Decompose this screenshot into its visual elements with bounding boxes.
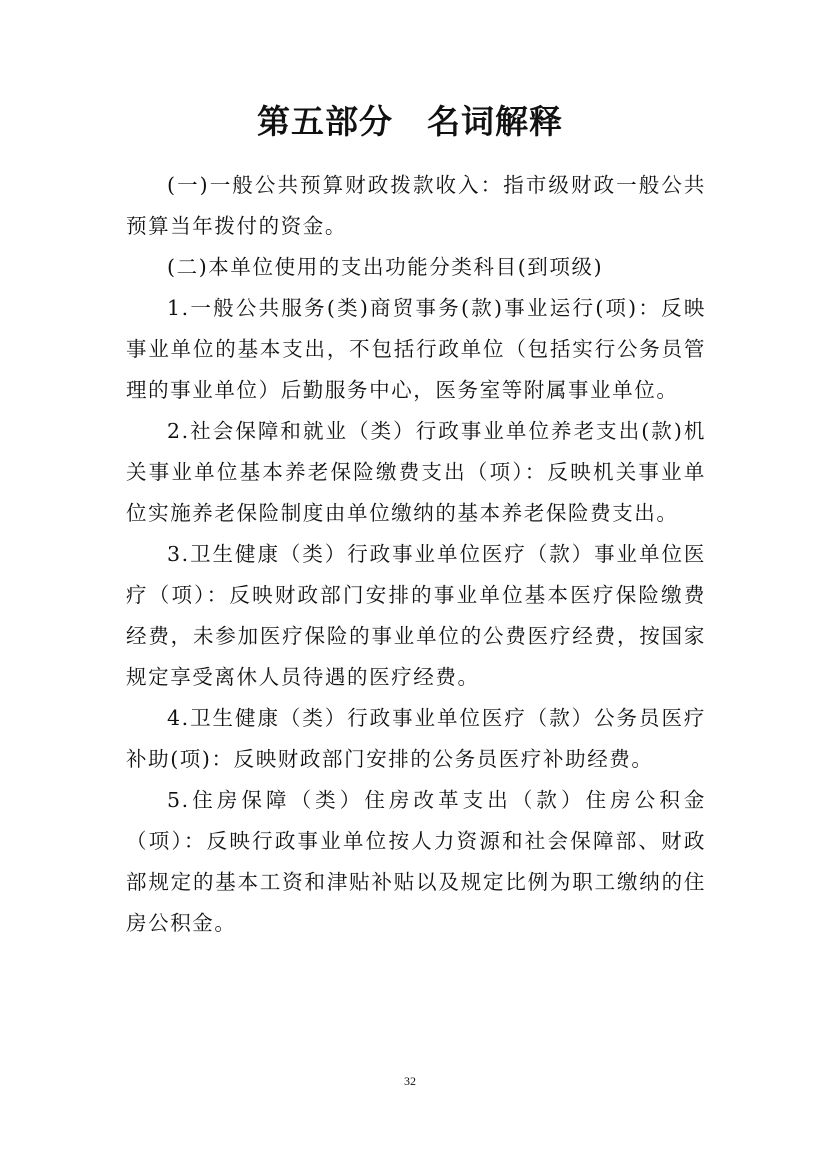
- page-title: 第五部分 名词解释: [257, 102, 563, 141]
- paragraph-item-2: 2.社会保障和就业（类）行政事业单位养老支出(款)机关事业单位基本养老保险缴费支出（项）：反映机关事业单位实施养老保险制度由单位缴纳的基本养老保险费支出。: [126, 419, 706, 525]
- page-number: 32: [404, 1074, 416, 1088]
- paragraph-item-5: 5.住房保障（类）住房改革支出（款）住房公积金（项）：反映行政事业单位按人力资源和社会保障部、财政部规定的基本工资和津贴补贴以及规定比例为职工缴纳的住房公积金。: [126, 788, 706, 935]
- paragraph-general-budget-revenue: (一)一般公共预算财政拨款收入：指市级财政一般公共预算当年拨付的资金。: [126, 173, 706, 238]
- paragraph-item-4: 4.卫生健康（类）行政事业单位医疗（款）公务员医疗补助(项)：反映财政部门安排的公务员医疗补助经费。: [126, 706, 706, 771]
- document-body: [126, 165, 706, 944]
- paragraph-item-3: 3.卫生健康（类）行政事业单位医疗（款）事业单位医疗（项）：反映财政部门安排的事业单位基本医疗保险缴费经费，未参加医疗保险的事业单位的公费医疗经费，按国家规定享受离休人员待遇的医疗经费。: [126, 542, 706, 689]
- paragraph-expenditure-classification: (二)本单位使用的支出功能分类科目(到项级): [167, 255, 604, 279]
- paragraph-item-1: 1.一般公共服务(类)商贸事务(款)事业运行(项)：反映事业单位的基本支出，不包括行政单位（包括实行公务员管理的事业单位）后勤服务中心，医务室等附属事业单位。: [126, 296, 706, 402]
